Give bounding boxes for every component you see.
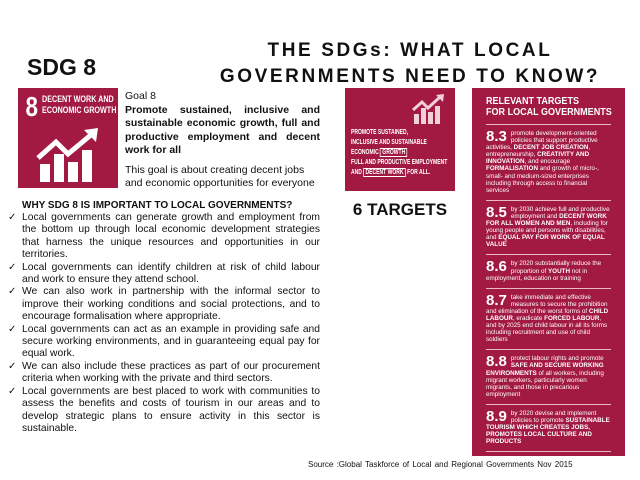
target-number: 8.6 xyxy=(486,258,507,276)
divider xyxy=(486,200,611,201)
divider xyxy=(486,451,611,452)
target-text: , and encourage xyxy=(524,158,571,166)
divider xyxy=(486,404,611,405)
target-text: , including for young people and persons with disabilities, and xyxy=(486,220,608,242)
divider xyxy=(486,124,611,125)
target-text: by 2020 substantially reduce the proportion of xyxy=(510,260,602,275)
target-text: EQUAL PAY FOR WORK OF EQUAL VALUE xyxy=(486,234,605,249)
target-text: and growth of micro-, small- and medium-sized enterprises including through access to financial services xyxy=(486,165,599,194)
target-item xyxy=(486,355,611,398)
panel-heading: RELEVANT TARGETS FOR LOCAL GOVERNMENTS xyxy=(486,95,612,118)
target-text: SAFE AND SECURE WORKING ENVIRONMENTS xyxy=(486,362,604,377)
target-text: protect labour rights and promote xyxy=(510,355,604,363)
target-text: , entrepreneurship, xyxy=(486,144,591,159)
goal-summary-text: PROMOTE SUSTAINED, INCLUSIVE AND SUSTAINABLE ECONOMIC GROWTH FULL AND PRODUCTIVE EMPLOYMENT AND DECENT WORK FOR ALL. xyxy=(351,129,448,176)
target-text: CREATIVITY AND INNOVATION xyxy=(486,151,590,166)
target-item xyxy=(486,407,611,446)
target-text: DECENT JOB CREATION xyxy=(513,144,589,152)
target-text: , eradicate xyxy=(512,314,545,322)
bullet-item: ✓ We can also include these practices as part of our procurement criteria when working with the private and third sectors. xyxy=(8,361,320,386)
divider xyxy=(486,349,611,350)
target-item xyxy=(486,260,611,281)
target-number: 8.3 xyxy=(486,128,507,145)
target-number: 8.8 xyxy=(486,353,507,371)
target-text: of all workers, including migrant workers, particularly women migrants, and those in precarious employment xyxy=(486,369,604,398)
bullet-item: ✓ Local governments can identify children at risk of child labour and work to ensure they attend school. xyxy=(8,262,320,287)
bullet-item: ✓ Local governments can act as an example in providing safe and secure working environments, and in guaranteeing equal pay for equal work. xyxy=(8,324,320,361)
target-text: SUSTAINABLE TOURISM WHICH CREATES JOBS, PROMOTES LOCAL CULTURE AND PRODUCTS xyxy=(486,417,610,446)
source-note: Source :Global Taskforce of Local and Regional Governments Nov 2015 xyxy=(308,460,573,469)
target-text: DECENT WORK FOR ALL WOMEN AND MEN xyxy=(486,212,607,228)
goal-number: 8 xyxy=(25,91,39,122)
bullet-item: ✓ We can also work in partnership with the informal sector to improve their working conditions and social protections, and to encourage formalisation where appropriate. xyxy=(8,286,320,323)
target-item xyxy=(486,203,611,249)
target-number: 8.7 xyxy=(486,291,507,309)
relevant-targets-panel xyxy=(472,88,625,456)
target-text: , and by 2025 end child labour in all its forms including recruitment and use of child soldiers xyxy=(486,314,608,344)
goal-name: DECENT WORK AND ECONOMIC GROWTH xyxy=(42,94,117,115)
target-text: YOUTH xyxy=(547,267,571,275)
bullet-item: ✓ Local governments are best placed to work with communities to assess the benefits and costs of tourism in our areas and to develop strategic plans to ensure activity in this sector is sustainable. xyxy=(8,386,320,436)
why-heading: WHY SDG 8 IS IMPORTANT TO LOCAL GOVERNMENTS? xyxy=(22,200,293,211)
goal-text xyxy=(125,90,320,191)
target-text: promote development-oriented policies that support productive activities, xyxy=(486,130,598,152)
growth-chart-icon xyxy=(411,94,445,124)
target-text: FORMALISATION xyxy=(486,165,539,173)
title-line-1: THE SDGs: WHAT LOCAL xyxy=(267,40,553,61)
target-text: by 2030 achieve full and productive employment and xyxy=(510,205,610,220)
divider xyxy=(486,288,611,289)
target-text: by 2020 devise and implement policies to promote xyxy=(510,409,597,424)
target-text: CHILD LABOUR xyxy=(486,307,609,322)
bullet-list xyxy=(8,212,320,435)
title-line-2: GOVERNMENTS NEED TO KNOW? xyxy=(219,66,601,87)
goal-summary-box xyxy=(345,88,455,191)
target-text: not in employment, education or training xyxy=(486,267,588,282)
sdg-label: SDG 8 xyxy=(27,54,97,80)
page-title xyxy=(190,38,630,90)
divider xyxy=(486,254,611,255)
goal-heading: Goal 8 xyxy=(125,90,156,102)
target-item xyxy=(486,130,611,194)
bullet-item: ✓ Local governments can generate growth and employment from the bottom up through local economic development strategies that harness the unique resources and opportunities in our territories. xyxy=(8,212,320,262)
target-item xyxy=(486,291,611,344)
target-number: 8.9 xyxy=(486,407,507,425)
goal-about: This goal is about creating decent jobs and economic opportunities for everyone xyxy=(125,163,315,189)
target-text: FORCED LABOUR xyxy=(544,314,600,322)
goal-description: Promote sustained, inclusive and sustainable economic growth, full and productive employment and decent work for all xyxy=(125,103,320,156)
target-number: 8.5 xyxy=(486,203,507,221)
growth-chart-icon xyxy=(34,128,102,182)
sdg8-goal-icon xyxy=(18,88,118,188)
targets-count: 6 TARGETS xyxy=(352,200,448,219)
target-text: take immediate and effective measures to secure the prohibition and elimination of the worst forms of xyxy=(486,293,608,315)
